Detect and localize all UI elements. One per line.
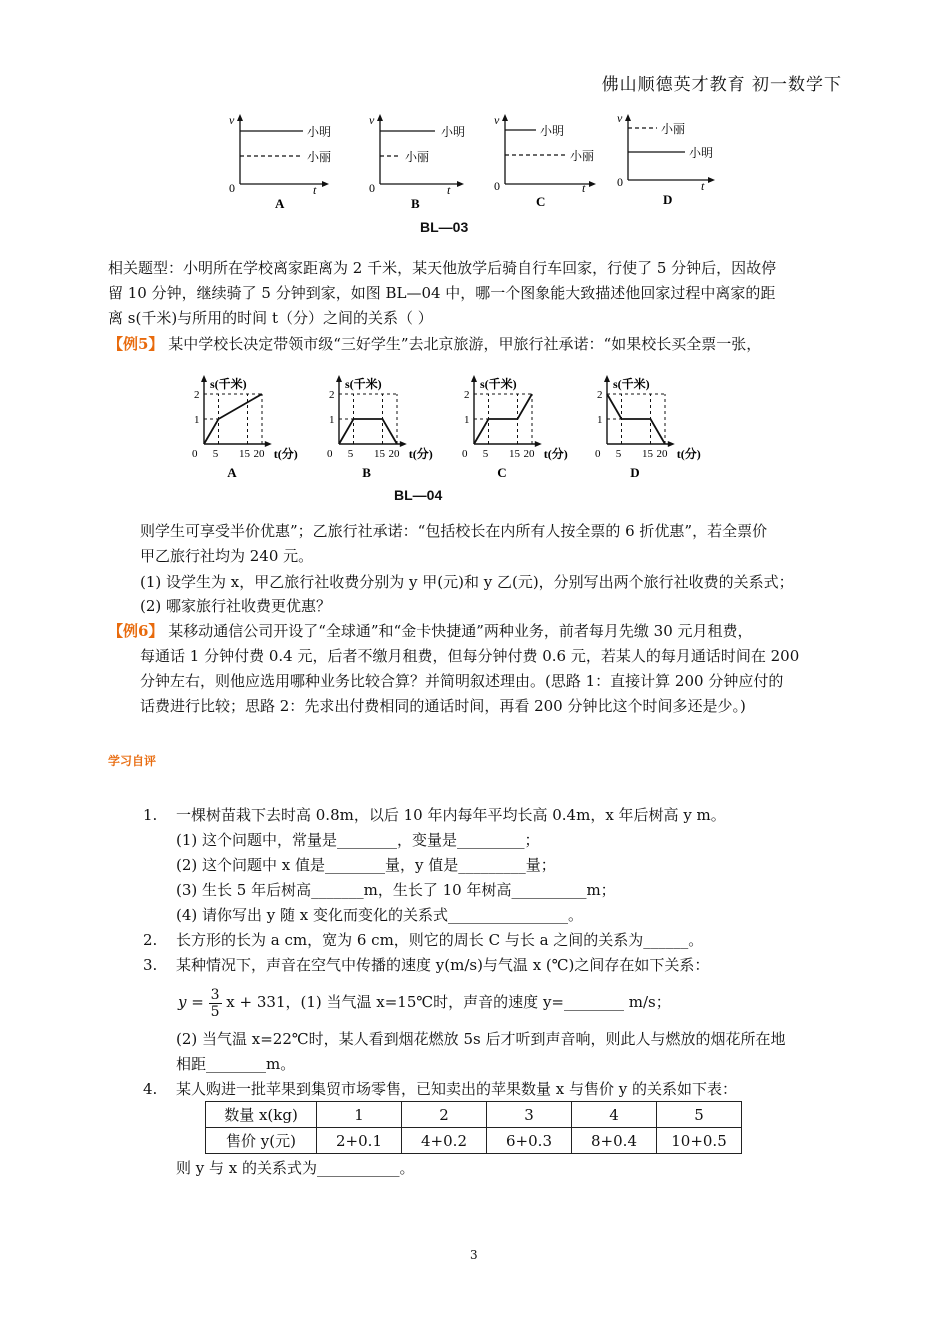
- problem-3-equation: [178, 982, 671, 1022]
- table-cell: 10+0.5: [657, 1128, 742, 1154]
- equation-rest: x + 331，(1) 当气温 x=15℃时，声音的速度 y=________ m/s；: [226, 993, 671, 1011]
- problem-4-after: 则 y 与 x 的关系式为___________。: [176, 1159, 415, 1177]
- fig04-caption: BL—04: [394, 487, 443, 503]
- example-6-line-1: 某移动通信公司开设了“全球通”和“金卡快捷通”两种业务，前者每月先缴 30 元月租费，: [168, 622, 753, 640]
- problem-2-text: 长方形的长为 a cm，宽为 6 cm，则它的周长 C 与长 a 之间的关系为______。: [176, 931, 704, 949]
- table-row: [206, 1102, 742, 1128]
- series-label: 小明: [689, 146, 714, 160]
- example-5-line-1: 某中学校长决定带领市级“三好学生”去北京旅游，甲旅行社承诺：“如果校长买全票一张，: [168, 335, 762, 353]
- table-cell: 6+0.3: [487, 1128, 572, 1154]
- apple-price-table: [205, 1101, 742, 1154]
- x-tick-label: 20: [388, 448, 400, 460]
- problem-1-sub-2: (2) 这个问题中 x 值是________量，y 值是_________量；: [176, 856, 556, 874]
- axis-v-label: v: [229, 113, 235, 127]
- problem-3-sub-2a: (2) 当气温 x=22℃时，某人看到烟花燃放 5s 后才听到声音响，则此人与燃放的烟花所在地: [176, 1030, 786, 1048]
- axis-v-label: v: [369, 113, 375, 127]
- example-5-intro: [108, 332, 761, 356]
- series-label: 小明: [441, 125, 466, 139]
- x-tick-label: 5: [482, 448, 489, 460]
- example-6-tag: 【例6】: [108, 622, 164, 640]
- table-cell: 4: [572, 1102, 657, 1128]
- problem-4-text: 某人购进一批苹果到集贸市场零售，已知卖出的苹果数量 x 与售价 y 的关系如下表：: [176, 1080, 738, 1098]
- fig04-panel-a: [192, 375, 298, 480]
- problem-3-text: 某种情况下，声音在空气中传播的速度 y(m/s)与气温 x (℃)之间存在如下关系：: [176, 956, 710, 974]
- x-tick-label: 0: [192, 448, 198, 460]
- example-6-line-2: 每通话 1 分钟付费 0.4 元，后者不缴月租费，但每分钟付费 0.6 元，若某人的每月通话时间在 200: [140, 647, 800, 665]
- x-tick-label: 5: [347, 448, 354, 460]
- axis-t-label: t: [582, 181, 586, 195]
- fig03-panel-d: [617, 112, 715, 207]
- fraction-denominator: 5: [210, 1003, 220, 1020]
- panel-label: D: [663, 192, 673, 207]
- x-tick-label: 15: [642, 448, 653, 460]
- axis-s-label: s(千米): [480, 377, 517, 391]
- x-tick-label: 20: [523, 448, 535, 460]
- table-cell: 2: [402, 1102, 487, 1128]
- x-tick-label: 15: [239, 448, 250, 460]
- figure-bl04: [180, 374, 740, 486]
- table-cell: 4+0.2: [402, 1128, 487, 1154]
- table-cell: 1: [317, 1102, 402, 1128]
- series-label: 小丽: [307, 150, 332, 164]
- series-label: 小明: [540, 124, 565, 138]
- problem-1-text: 一棵树苗栽下去时高 0.8m，以后 10 年内每年平均长高 0.4m，x 年后树高 y m。: [176, 806, 726, 824]
- panel-label: C: [536, 194, 546, 209]
- example-5-question-2: (2) 哪家旅行社收费更优惠？: [140, 597, 332, 615]
- y-tick-label: 2: [464, 389, 470, 401]
- series-label: 小丽: [661, 122, 686, 136]
- axis-s-label: s(千米): [613, 377, 650, 391]
- example-5-question-1: (1) 设学生为 x，甲乙旅行社收费分别为 y 甲(元)和 y 乙(元)，分别写出两个旅行社收费的关系式；: [140, 573, 794, 591]
- origin-label: 0: [369, 181, 375, 195]
- axis-t-label: t: [447, 183, 451, 197]
- y-axis-arrow: [201, 375, 207, 382]
- equation-lhs: y =: [178, 993, 204, 1011]
- origin-label: 0: [229, 181, 235, 195]
- panel-label: B: [411, 196, 420, 211]
- problem-3-number: 3.: [143, 956, 158, 974]
- fig03-panel-c: [494, 113, 596, 209]
- axis-t-label: t(分): [676, 447, 701, 461]
- axis-s-label: s(千米): [345, 377, 382, 391]
- x-tick-label: 0: [595, 448, 601, 460]
- y-axis-arrow: [336, 375, 342, 382]
- y-tick-label: 2: [194, 389, 200, 401]
- x-axis-arrow: [668, 441, 675, 447]
- example-5-line-3: 甲乙旅行社均为 240 元。: [140, 547, 314, 565]
- table-cell: 售价 y(元): [206, 1128, 317, 1154]
- x-tick-label: 0: [327, 448, 333, 460]
- y-axis-arrow: [604, 375, 610, 382]
- axis-t-label: t: [701, 179, 705, 193]
- y-axis-arrow: [471, 375, 477, 382]
- problem-1-number: 1.: [143, 806, 158, 824]
- related-line-3: 离 s(千米)与所用的时间 t（分）之间的关系（ ）: [108, 309, 433, 327]
- example-5-line-2: 则学生可享受半价优惠”；乙旅行社承诺：“包括校长在内所有人按全票的 6 折优惠”，若全票价: [140, 522, 768, 540]
- problem-2-number: 2.: [143, 931, 158, 949]
- table-cell: 5: [657, 1102, 742, 1128]
- panel-label: D: [630, 465, 640, 480]
- x-tick-label: 5: [615, 448, 622, 460]
- axis-t-label: t(分): [273, 447, 298, 461]
- series-label: 小丽: [570, 149, 595, 163]
- problem-3-sub-2b: 相距________m。: [176, 1055, 296, 1073]
- origin-label: 0: [617, 175, 623, 189]
- axis-t-label: t: [313, 183, 317, 197]
- y-tick-label: 1: [194, 414, 200, 426]
- example-5-tag: 【例5】: [108, 335, 164, 353]
- panel-label: B: [362, 465, 371, 480]
- fig03-panel-b: [369, 113, 465, 211]
- page-number: 3: [470, 1248, 478, 1262]
- y-tick-label: 2: [329, 389, 335, 401]
- y-tick-label: 1: [597, 414, 603, 426]
- x-tick-label: 15: [374, 448, 385, 460]
- table-cell: 3: [487, 1102, 572, 1128]
- fig04-panel-c: [462, 375, 568, 480]
- problem-1-sub-4: (4) 请你写出 y 随 x 变化而变化的关系式________________。: [176, 906, 584, 924]
- series-label: 小明: [307, 125, 332, 139]
- problem-1-sub-3: (3) 生长 5 年后树高_______m，生长了 10 年树高__________m；: [176, 881, 616, 899]
- x-tick-label: 15: [509, 448, 520, 460]
- panel-label: A: [275, 196, 285, 211]
- table-cell: 数量 x(kg): [206, 1102, 317, 1128]
- related-line-2: 留 10 分钟，继续骑了 5 分钟到家，如图 BL—04 中，哪一个图象能大致描述他回家过程中离家的距: [108, 284, 776, 302]
- axis-v-label: v: [617, 112, 623, 125]
- fraction-numerator: 3: [210, 986, 220, 1003]
- origin-label: 0: [494, 179, 500, 193]
- x-axis-arrow: [400, 441, 407, 447]
- panel-label: A: [227, 465, 237, 480]
- x-axis-arrow: [535, 441, 542, 447]
- example-6-intro: [108, 619, 753, 643]
- problem-4-number: 4.: [143, 1080, 158, 1098]
- figure-bl03: [215, 112, 735, 212]
- x-axis-arrow: [265, 441, 272, 447]
- x-tick-label: 0: [462, 448, 468, 460]
- self-eval-title: 学习自评: [108, 754, 157, 768]
- distance-time-line: [339, 419, 397, 444]
- table-cell: 8+0.4: [572, 1128, 657, 1154]
- y-tick-label: 2: [597, 389, 603, 401]
- example-6-line-3: 分钟左右，则他应选用哪种业务比较合算？并简明叙述理由。(思路 1：直接计算 200 分钟应付的: [140, 672, 784, 690]
- table-row: [206, 1128, 742, 1154]
- axis-t-label: t(分): [543, 447, 568, 461]
- x-tick-label: 20: [656, 448, 668, 460]
- fig04-panel-d: [595, 375, 701, 480]
- panel-label: C: [497, 465, 507, 480]
- example-6-line-4: 话费进行比较；思路 2：先求出付费相同的通话时间，再看 200 分钟比这个时间多还是少。): [140, 697, 746, 715]
- axis-s-label: s(千米): [210, 377, 247, 391]
- series-label: 小丽: [405, 150, 430, 164]
- problem-1-sub-1: (1) 这个问题中，常量是________，变量是_________；: [176, 831, 540, 849]
- x-tick-label: 20: [253, 448, 265, 460]
- fraction: [209, 987, 222, 1020]
- y-tick-label: 1: [464, 414, 470, 426]
- fig03-caption: BL—03: [420, 219, 469, 235]
- axis-t-label: t(分): [408, 447, 433, 461]
- fig04-panel-b: [327, 375, 433, 480]
- table-cell: 2+0.1: [317, 1128, 402, 1154]
- related-line-1: 相关题型：小明所在学校离家距离为 2 千米，某天他放学后骑自行车回家，行使了 5 分钟后，因故停: [108, 259, 777, 277]
- x-tick-label: 5: [212, 448, 219, 460]
- axis-v-label: v: [494, 113, 500, 127]
- fig03-panel-a: [229, 113, 331, 211]
- y-tick-label: 1: [329, 414, 335, 426]
- page-header: 佛山顺德英才教育 初一数学下: [601, 75, 842, 95]
